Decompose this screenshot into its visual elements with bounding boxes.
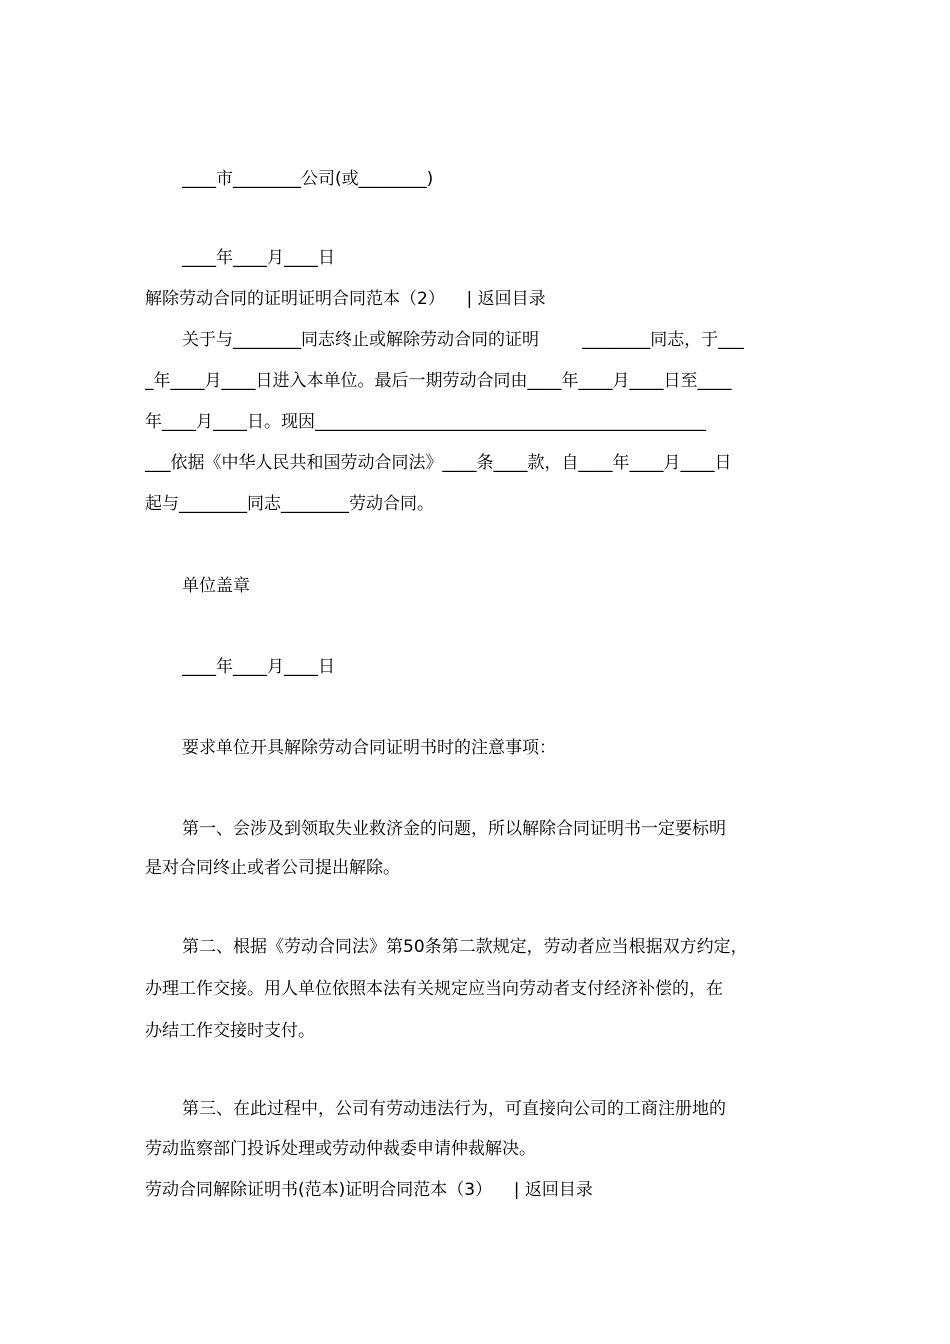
- certificate-line-1: 关于与________同志终止或解除劳动合同的证明 ________同志，于___: [182, 330, 744, 350]
- back-to-toc-link-2[interactable]: | 返回目录: [466, 289, 546, 309]
- section-2-title: 解除劳动合同的证明证明合同范本（2）: [145, 289, 445, 309]
- back-to-toc-link-3[interactable]: | 返回目录: [513, 1180, 593, 1200]
- certificate-line-3: 年____月____日。现因______________________________________________: [145, 412, 706, 432]
- certificate-line-5: 起与________同志________劳动合同。: [145, 494, 434, 514]
- note-2-line-3: 办结工作交接时支付。: [145, 1021, 315, 1041]
- section-3-heading: [145, 1178, 825, 1202]
- date-line-seal: ____年____月____日: [182, 657, 335, 677]
- note-3-line-1: 第三、在此过程中，公司有劳动违法行为，可直接向公司的工商注册地的: [182, 1099, 726, 1119]
- notes-intro: 要求单位开具解除劳动合同证明书时的注意事项：: [182, 738, 556, 758]
- note-2-line-1: 第二、根据《劳动合同法》第50条第二款规定，劳动者应当根据双方约定，: [182, 937, 748, 957]
- note-1-line-2: 是对合同终止或者公司提出解除。: [145, 858, 400, 878]
- certificate-line-2: _年____月____日进入本单位。最后一期劳动合同由____年____月____日至____: [145, 371, 732, 391]
- unit-seal: 单位盖章: [182, 576, 250, 596]
- date-line-top: ____年____月____日: [182, 248, 335, 268]
- certificate-line-4: ___依据《中华人民共和国劳动合同法》____条____款，自____年____月____日: [145, 453, 732, 473]
- section-3-title: 劳动合同解除证明书(范本)证明合同范本（3）: [145, 1180, 493, 1200]
- note-2-line-2: 办理工作交接。用人单位依照本法有关规定应当向劳动者支付经济补偿的，在: [145, 979, 723, 999]
- note-3-line-2: 劳动监察部门投诉处理或劳动仲裁委申请仲裁解决。: [145, 1139, 536, 1159]
- section-2-heading: [145, 287, 825, 311]
- note-1-line-1: 第一、会涉及到领取失业救济金的问题，所以解除合同证明书一定要标明: [182, 819, 726, 839]
- company-line: ____市________公司(或________): [182, 169, 434, 189]
